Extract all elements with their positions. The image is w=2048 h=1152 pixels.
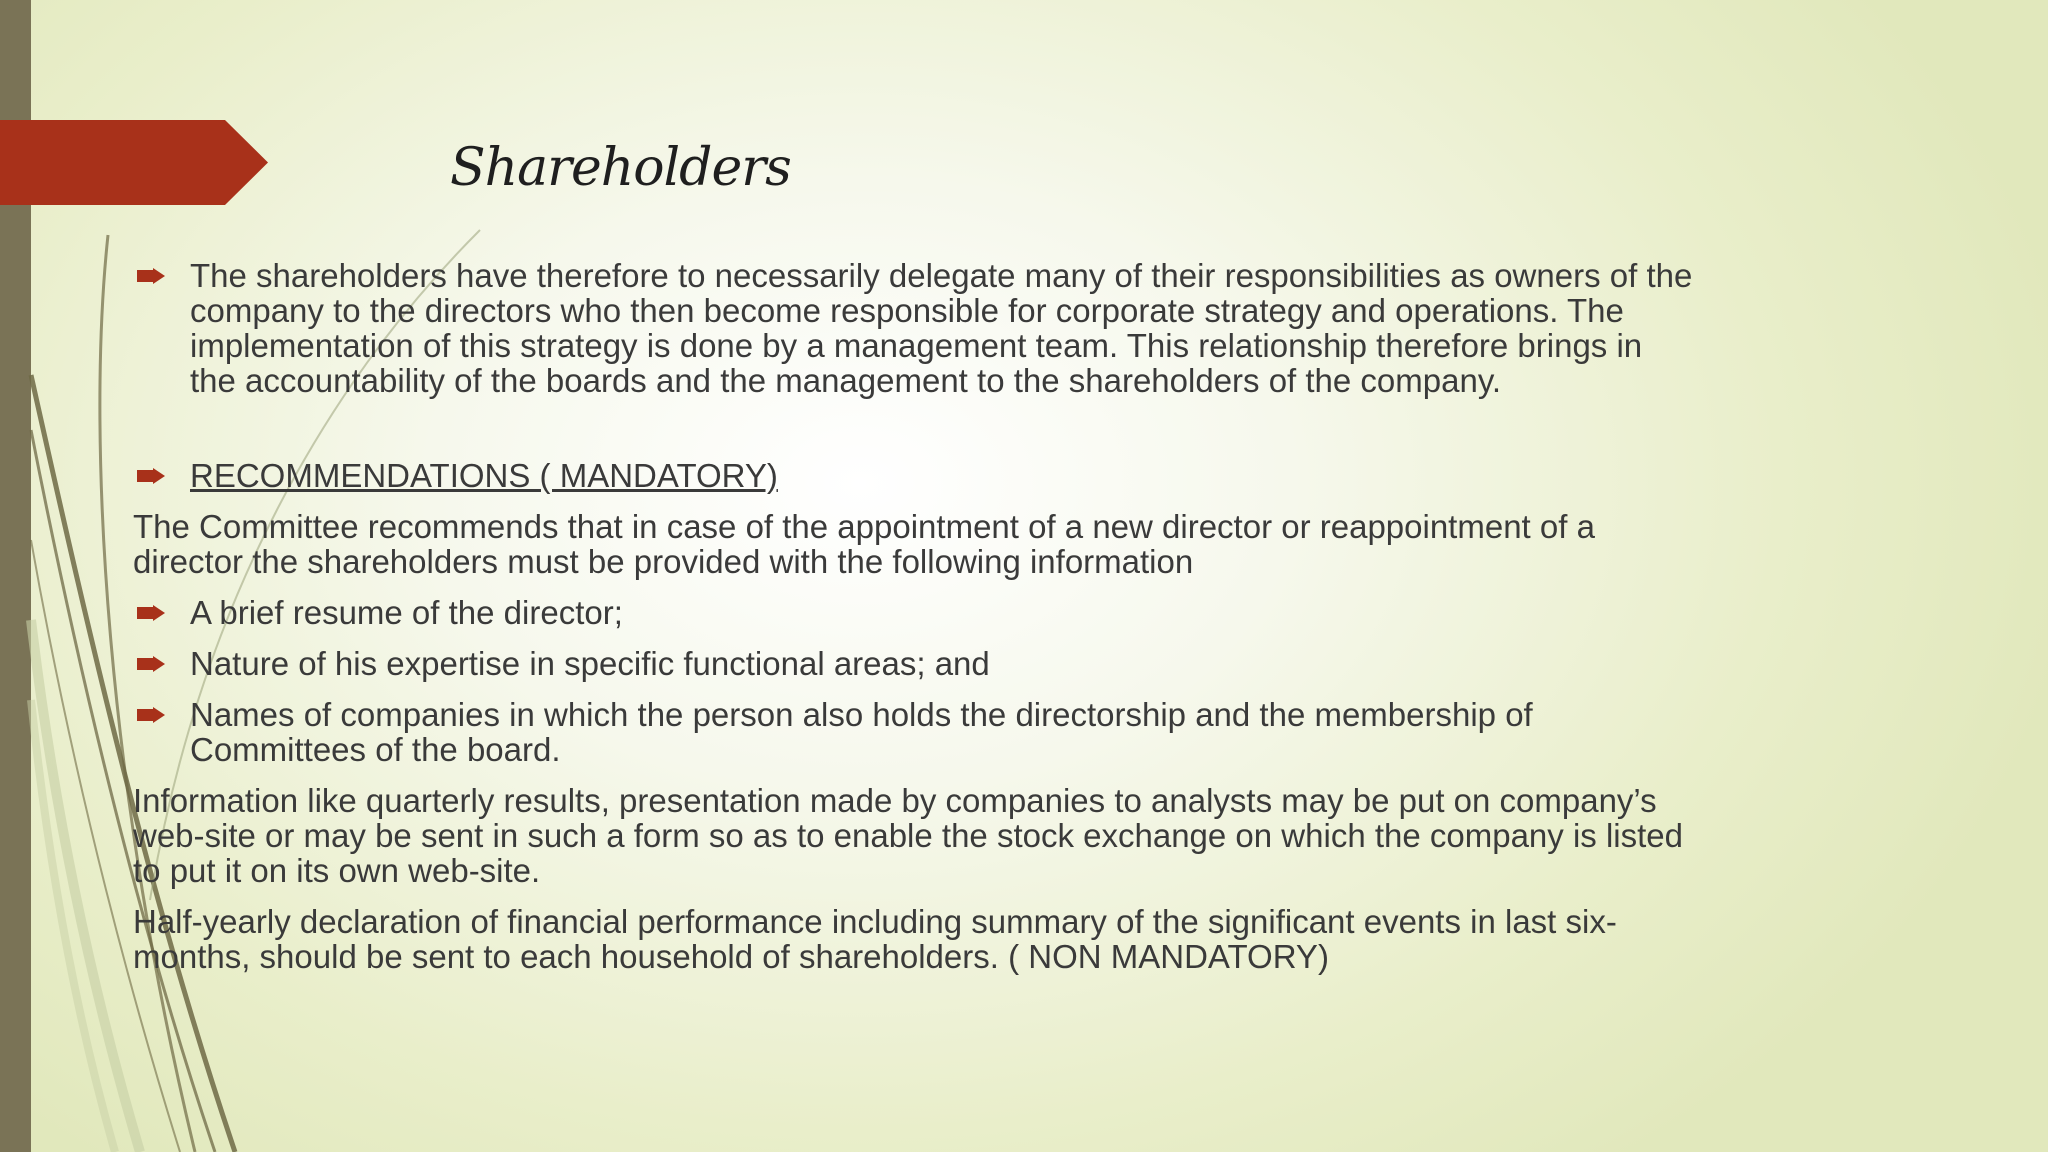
- paragraph-text: The Committee recommends that in case of the appointment of a new director or reappointment of a director the shareholders must be provided with the following information: [133, 508, 1595, 580]
- bullet-item: [133, 595, 1693, 630]
- recommendations-heading: RECOMMENDATIONS ( MANDATORY): [190, 457, 778, 494]
- paragraph-text: Half-yearly declaration of financial performance including summary of the significant events in last six-months, should be sent to each household of shareholders. ( NON MANDATORY): [133, 903, 1617, 975]
- paragraph: [133, 783, 1693, 888]
- bullet-text: A brief resume of the director;: [190, 594, 623, 631]
- recommendations-heading-item: [133, 458, 1693, 493]
- slide-title: Shareholders: [450, 138, 791, 198]
- arrow-bullet-icon: [137, 707, 165, 723]
- title-arrow-shape: [0, 120, 268, 205]
- arrow-bullet-icon: [137, 468, 165, 484]
- arrow-bullet-icon: [137, 605, 165, 621]
- bullet-text: The shareholders have therefore to necessarily delegate many of their responsibilities as owners of the company to the directors who then become responsible for corporate strategy and operations. The implementation of this strategy is done by a management team. This relationship therefore brings in the accountability of the boards and the management to the shareholders of the company.: [190, 257, 1693, 399]
- arrow-bullet-icon: [137, 268, 165, 284]
- bullet-text: Names of companies in which the person also holds the directorship and the membership of Committees of the board.: [190, 696, 1533, 768]
- paragraph-text: Information like quarterly results, presentation made by companies to analysts may be put on company’s web-site or may be sent in such a form so as to enable the stock exchange on which the company is listed to put it on its own web-site.: [133, 782, 1683, 889]
- bullet-item: [133, 697, 1693, 767]
- paragraph: [133, 509, 1693, 579]
- bullet-item: [133, 646, 1693, 681]
- slide-content: [133, 258, 1693, 974]
- paragraph: [133, 904, 1693, 974]
- bullet-item: [133, 258, 1693, 398]
- arrow-bullet-icon: [137, 656, 165, 672]
- bullet-text: Nature of his expertise in specific functional areas; and: [190, 645, 990, 682]
